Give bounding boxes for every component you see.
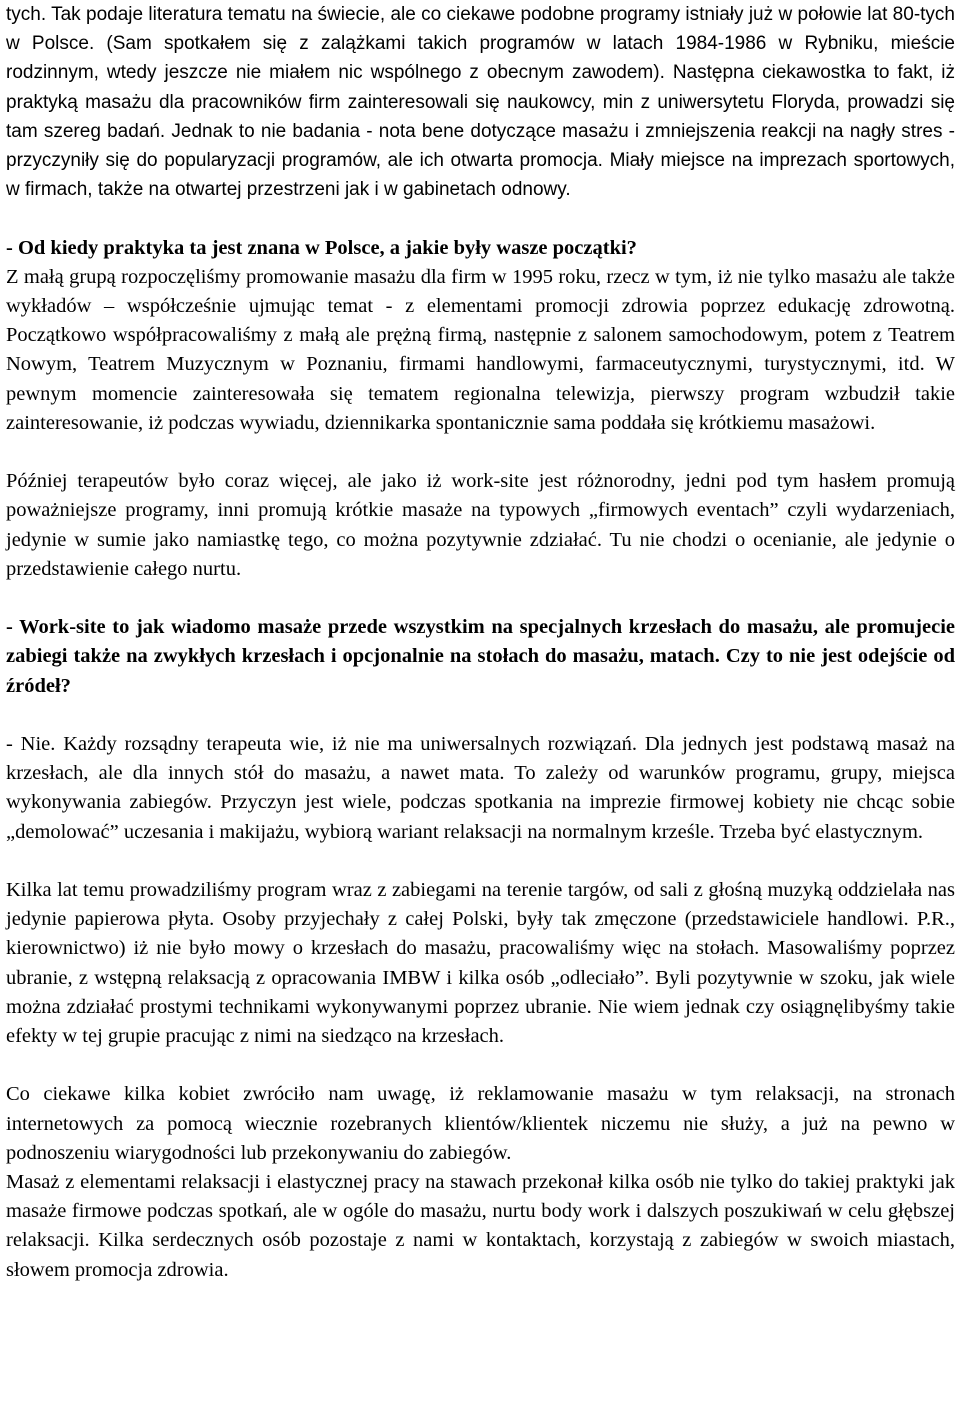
paragraph-answer-2 <box>6 467 955 584</box>
paragraph-answer-6-text: Masaż z elementami relaksacji i elastycznej pracy na stawach przekonał kilka osób nie tylko do takiej praktyki jak masaże firmowe podczas spotkań, ale w ogóle do masażu, nurtu body work i dalszych poszukiwań w celu głębszej relaksacji. Kilka serdecznych osób pozostaje z nami w kontaktach, korzystają z zabiegów w swoich miastach, słowem promocja zdrowia. <box>6 1171 955 1281</box>
paragraph-spacer <box>6 701 955 730</box>
paragraph-intro-text-1: tych. Tak podaje literatura tematu na świecie, ale co ciekawe podobne programy istniały już w połowie lat 80-tych w Polsce. (Sam spotkałem się z zalążkami takich programów w latach 1984-1986 w Rybniku, mieście rodzinnym, wtedy jeszcze nie miałem nic wspólnego z obecnym zawodem). <box>6 4 955 84</box>
paragraph-intro-text-3: Miały miejsce na imprezach sportowych, w firmach, także na otwartej przestrzeni jak i w gabinetach odnowy. <box>6 150 955 201</box>
paragraph-answer-3-text: - Nie. Każdy rozsądny terapeuta wie, iż nie ma uniwersalnych rozwiązań. Dla jednych jest podstawą masaż na krzesłach, ale dla innych stół do masażu, a nawet mata. To zależy od warunków programu, grupy, miejsca wykonywania zabiegów. Przyczyn jest wiele, podczas spotkania na imprezie firmowej kobiety nie chcąc sobie „demolować” uczesania i makijażu, wybiorą wariant relaksacji na normalnym krześle. Trzeba być elastycznym. <box>6 733 955 843</box>
paragraph-intro <box>6 0 955 204</box>
paragraph-answer-5 <box>6 1080 955 1168</box>
question-2-text: - Work-site to jak wiadomo masaże przede wszystkim na specjalnych krzesłach do masażu, ale promujecie zabiegi także na zwykłych krzesłach i opcjonalnie na stołach do masażu, matach. Czy to nie jest odejście od źródeł? <box>6 616 955 697</box>
paragraph-answer-1-text: Z małą grupą rozpoczęliśmy promowanie masażu dla firm w 1995 roku, rzecz w tym, iż nie tylko masażu ale także wykładów – współcześnie ujmując temat - z elementami promocji zdrowia poprzez edukację zdrowotną. Początkowo współpracowaliśmy z małą ale prężną firmą, następnie z salonem samochodowym, potem z Teatrem Nowym, Teatrem Muzycznym w Poznaniu, firmami handlowymi, farmaceutycznymi, turystycznymi, itd. W pewnym momencie zainteresowała się tematem regionalna telewizja, pierwszy program wzbudził takie zainteresowanie, iż podczas wywiadu, dziennikarka spontanicznie sama poddała się krótkiemu masażowi. <box>6 265 955 434</box>
paragraph-answer-6 <box>6 1168 955 1285</box>
paragraph-spacer <box>6 1051 955 1080</box>
question-heading-2 <box>6 613 955 701</box>
paragraph-spacer <box>6 204 955 233</box>
question-heading-1 <box>6 234 955 263</box>
paragraph-spacer <box>6 438 955 467</box>
document-page <box>6 0 955 1285</box>
paragraph-spacer <box>6 584 955 613</box>
question-1-text: - Od kiedy praktyka ta jest znana w Polsce, a jakie były wasze początki? <box>6 236 637 259</box>
paragraph-answer-1 <box>6 263 955 438</box>
paragraph-answer-2-text: Później terapeutów było coraz więcej, ale jako iż work-site jest różnorodny, jedni pod tym hasłem promują poważniejsze programy, inni promują krótkie masaże na typowych „firmowych eventach” czyli wydarzeniach, jedynie w sumie jako namiastkę tego, co można pozytywnie zdziałać. Tu nie chodzi o ocenianie, ale jedynie o przedstawienie całego nurtu. <box>6 470 955 580</box>
paragraph-answer-3 <box>6 730 955 847</box>
paragraph-spacer <box>6 847 955 876</box>
paragraph-answer-4 <box>6 876 955 1051</box>
paragraph-intro-text-2: Następna ciekawostka to fakt, iż praktyką masażu dla pracowników firm zainteresowali się naukowcy, min z uniwersytetu Floryda, prowadzi się tam szereg badań. Jednak to nie badania - nota bene dotyczące masażu i zmniejszenia reakcji na nagły stres - przyczyniły się do popularyzacji programów, ale ich otwarta promocja. <box>6 62 956 172</box>
paragraph-answer-5-text: Co ciekawe kilka kobiet zwróciło nam uwagę, iż reklamowanie masażu w tym relaksacji, na stronach internetowych za pomocą wiecznie rozebranych klientów/klientek niczemu nie służy, a już na pewno w podnoszeniu wiarygodności lub przekonywaniu do zabiegów. <box>6 1083 955 1164</box>
paragraph-answer-4-text: Kilka lat temu prowadziliśmy program wraz z zabiegami na terenie targów, od sali z głośną muzyką oddzielała nas jedynie papierowa płyta. Osoby przyjechały z całej Polski, były tak zmęczone (przedstawiciele handlowi. P.R., kierownictwo) iż nie było mowy o krzesłach do masażu, pracowaliśmy więc na stołach. Masowaliśmy poprzez ubranie, z wstępną relaksacją z opracowania IMBW i kilka osób „odleciało”. Byli pozytywnie w szoku, jak wiele można zdziałać prostymi technikami wykonywanymi poprzez ubranie. Nie wiem jednak czy osiągnęlibyśmy takie efekty w tej grupie pracując z nimi na siedząco na krzesłach. <box>6 879 955 1048</box>
